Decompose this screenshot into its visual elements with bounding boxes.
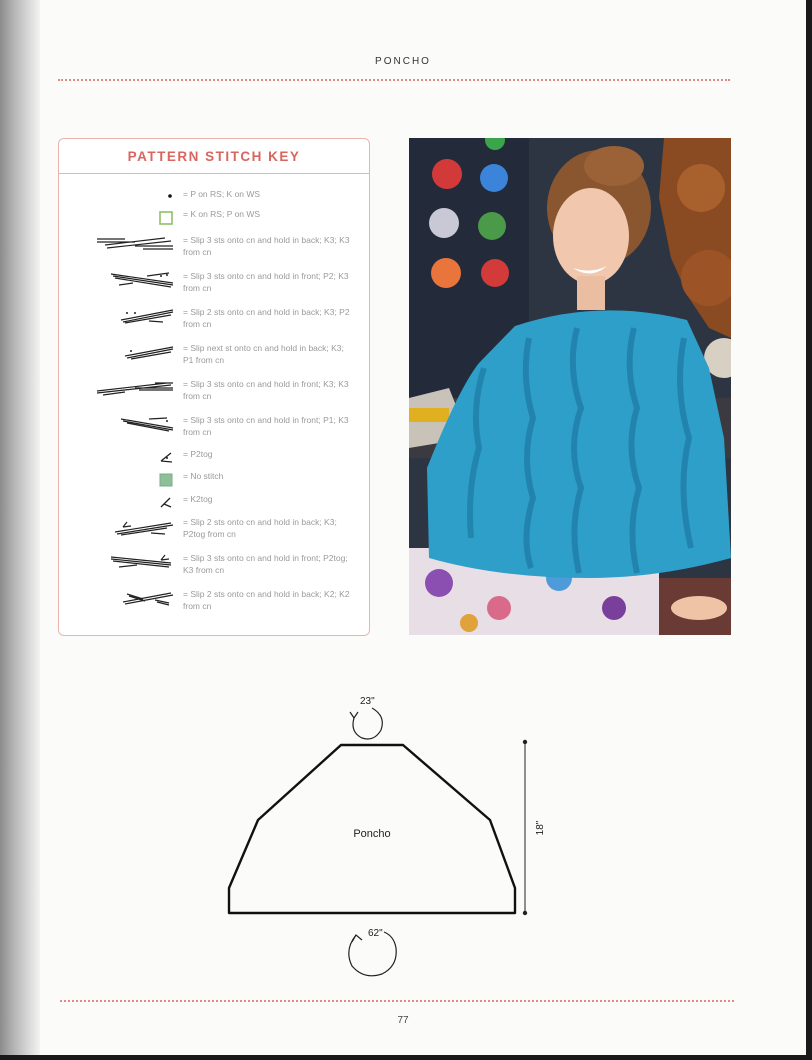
piece-label: Poncho xyxy=(353,828,391,840)
key-description: = P2tog xyxy=(183,449,213,459)
key-description: = K2tog xyxy=(183,494,213,504)
key-title: PATTERN STITCH KEY xyxy=(59,139,369,174)
hem-measure: 62" xyxy=(368,928,383,939)
key-description: = Slip 2 sts onto cn and hold in back; K2; K2 from cn xyxy=(183,589,350,611)
neck-measure: 23" xyxy=(360,696,375,707)
key-description: = Slip 3 sts onto cn and hold in back; K3; K3 from cn xyxy=(183,235,350,257)
key-description: = K on RS; P on WS xyxy=(183,209,261,219)
key-description: = Slip 3 sts onto cn and hold in front; K3; K3 from cn xyxy=(183,379,349,401)
page-number: 77 xyxy=(397,1015,409,1026)
key-description: = Slip next st onto cn and hold in back; K3; P1 from cn xyxy=(183,343,344,365)
running-head: PONCHO xyxy=(375,56,431,67)
key-description: = Slip 3 sts onto cn and hold in front; P2; K3 from cn xyxy=(183,271,349,293)
key-description: = Slip 2 sts onto cn and hold in back; K3; P2tog from cn xyxy=(183,517,337,539)
bottom-dotted-rule xyxy=(60,1000,734,1002)
key-description: = No stitch xyxy=(183,471,224,481)
key-description: = Slip 3 sts onto cn and hold in front; P1; K3 from cn xyxy=(183,415,349,437)
length-measure: 18" xyxy=(535,820,546,836)
key-description: = Slip 3 sts onto cn and hold in front; P2tog; K3 from cn xyxy=(183,553,348,575)
key-description: = P on RS; K on WS xyxy=(183,189,261,199)
key-description: = Slip 2 sts onto cn and hold in back; K3; P2 from cn xyxy=(183,307,350,329)
